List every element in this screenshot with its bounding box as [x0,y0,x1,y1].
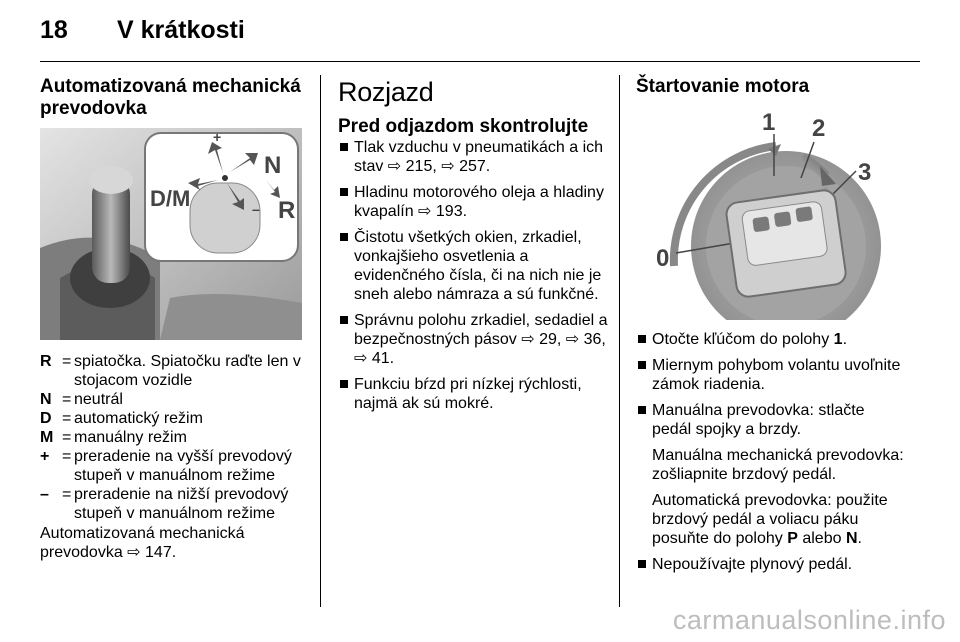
bullet-icon [340,380,348,388]
definition-equals: = [62,391,72,408]
checklist-item: Hladinu motorového oleja a hladiny kvapalín ⇨ 193. [338,183,608,221]
checklist-item: Funkciu bŕzd pri nízkej rýchlosti, najmä ak sú mokré. [338,375,608,413]
page-number: 18 [40,16,68,44]
definition-equals: = [62,429,72,446]
definition-key: N [40,391,52,408]
definition-equals: = [62,410,72,427]
definition-value: preradenie na vyšší prevodový stupeň v manuálnom režime [74,448,292,484]
gear-label-r: R [278,197,296,224]
definition-value: preradenie na nižší prevodový stupeň v manuálnom režime [74,486,289,522]
definition-equals: = [62,448,72,465]
definition-value: spiatočka. Spiatočku raďte len v stojacom vozidle [74,353,301,389]
ignition-label-1: 1 [762,109,776,136]
checklist [338,138,608,420]
sub-note-automatic: Automatická prevodovka: použite brzdový pedál a voliacu páku posuňte do polohy P alebo N. [652,492,888,547]
watermark: carmanualsonline.info [672,605,946,635]
checklist-item: Tlak vzduchu v pneumatikách a ich stav ⇨ 215, ⇨ 257. [338,138,608,176]
header-rule [40,61,920,62]
transmission-reference: Automatizovaná mechanická prevodovka ⇨ 147. [40,525,245,561]
section-heading-engine-start: Štartovanie motora [636,76,810,97]
bullet-icon [340,188,348,196]
ignition-label-2: 2 [812,115,826,142]
gear-label-n: N [264,152,282,179]
definition-key: D [40,410,52,427]
ignition-illustration [636,106,904,320]
column-3 [636,76,904,98]
checklist-item: Čistotu všetkých okien, zrkadiel, vonkajšieho osvetlenia a evidenčného čísla, či na nich nie je sneh alebo námraza a sú funkčné. [338,228,608,304]
gear-label-plus: + [213,129,222,145]
definition-key: R [40,353,52,370]
gear-shift-illustration [40,128,302,340]
gear-label-minus: – [252,201,260,217]
bullet-icon [638,361,646,369]
checklist-item: Správnu polohu zrkadiel, sedadiel a bezpečnostných pásov ⇨ 29, ⇨ 36, ⇨ 41. [338,311,608,368]
step-item: Manuálna prevodovka: stlačte pedál spojky a brzdy. [636,401,908,439]
definition-row [40,352,310,390]
gear-shift-image [40,128,302,340]
bullet-icon [638,335,646,343]
gear-label-dm: D/M [150,186,191,211]
bullet-icon [340,233,348,241]
definition-key: – [40,486,49,503]
subheading-check: Pred odjazdom skontrolujte [338,116,589,137]
section-heading-transmission: Automatizovaná mechanická prevodovka [40,76,301,119]
step-item: Otočte kľúčom do polohy 1. [636,330,908,349]
bullet-icon [638,560,646,568]
ignition-key-image [636,106,904,320]
definition-equals: = [62,353,72,370]
definition-row [40,428,310,447]
sub-note-automated: Manuálna mechanická prevodovka: zošliapnite brzdový pedál. [652,447,904,483]
definition-row [40,390,310,409]
definition-key: + [40,448,50,465]
definition-row [40,409,310,428]
engine-start-steps [636,330,908,581]
chapter-title: V krátkosti [117,16,245,44]
bullet-icon [638,406,646,414]
definition-value: neutrál [74,391,123,408]
ignition-label-0: 0 [656,245,670,272]
ignition-label-3: 3 [858,159,872,186]
column-1 [40,76,305,120]
column-2 [338,76,606,138]
column-divider-1 [320,75,321,607]
definition-equals: = [62,486,72,503]
bullet-icon [340,143,348,151]
gear-definitions [40,352,310,523]
step-item: Nepoužívajte plynový pedál. [636,555,908,574]
section-heading-start: Rozjazd [338,77,434,107]
page-header [0,0,960,62]
column-divider-2 [619,75,620,607]
definition-key: M [40,429,54,446]
definition-row [40,485,310,523]
definition-value: automatický režim [74,410,203,427]
bullet-icon [340,316,348,324]
definition-value: manuálny režim [74,429,187,446]
definition-row [40,447,310,485]
step-item: Miernym pohybom volantu uvoľnite zámok riadenia. [636,356,908,394]
